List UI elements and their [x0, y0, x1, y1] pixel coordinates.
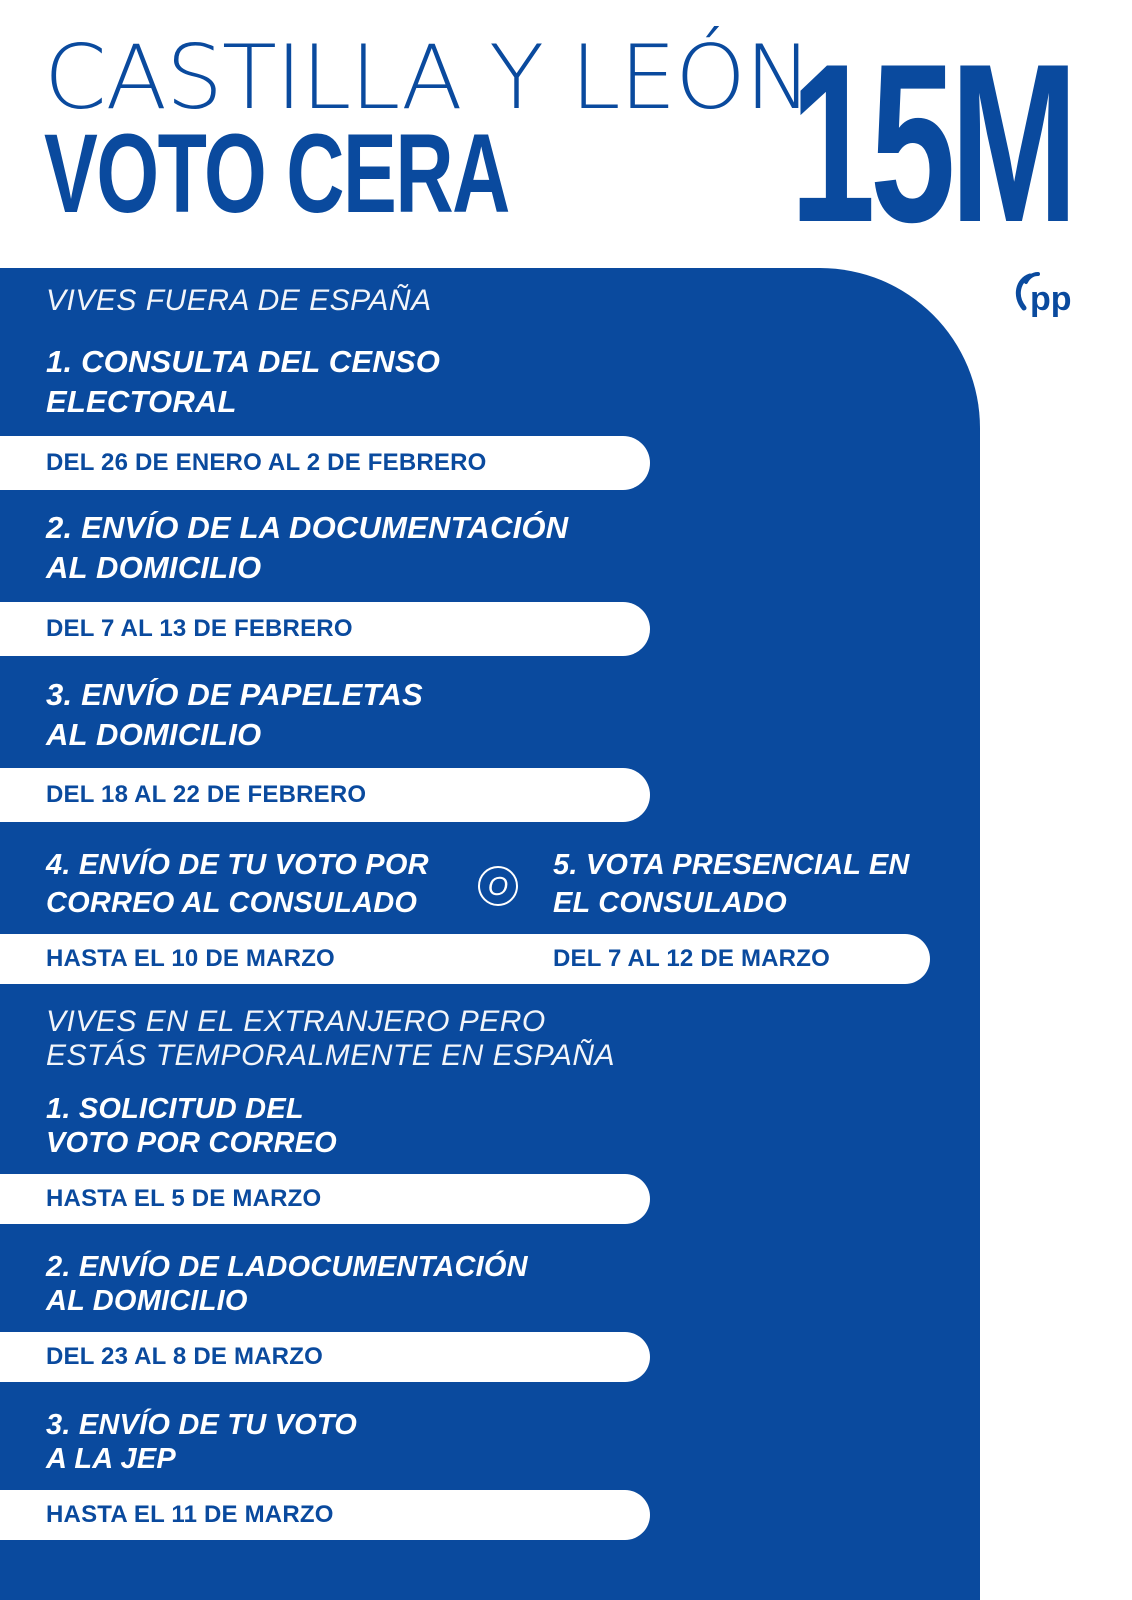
- section-heading-temporary: [46, 1005, 615, 1073]
- date-pill: [0, 1174, 650, 1224]
- option-title-line: EL CONSULADO: [553, 887, 787, 919]
- step-title-line: 3. ENVÍO DE TU VOTO: [46, 1409, 358, 1441]
- date-pill-text: DEL 23 AL 8 DE MARZO: [46, 1343, 323, 1370]
- step-title: [46, 508, 568, 588]
- election-date: 15M: [790, 16, 1073, 269]
- step-title-line: VOTO POR CORREO: [46, 1127, 337, 1159]
- option-title-line: 4. ENVÍO DE TU VOTO POR: [46, 849, 429, 881]
- pp-logo-icon: [1012, 270, 1082, 322]
- logo-text: pp: [1030, 280, 1072, 318]
- page-title: VOTO CERA: [44, 111, 509, 236]
- date-pill-text: HASTA EL 5 DE MARZO: [46, 1185, 322, 1212]
- section-heading-line: VIVES EN EL EXTRANJERO PERO: [46, 1005, 546, 1038]
- step-title-line: 3. ENVÍO DE PAPELETAS: [46, 677, 423, 712]
- step-title-line: AL DOMICILIO: [46, 550, 262, 585]
- step-title: [46, 1408, 357, 1476]
- step-title: [46, 342, 440, 422]
- option-title-line: CORREO AL CONSULADO: [46, 887, 418, 919]
- date-pill-text: DEL 7 AL 13 DE FEBRERO: [46, 615, 353, 642]
- date-pill-text: HASTA EL 10 DE MARZO: [46, 945, 335, 972]
- date-pill: [0, 768, 650, 822]
- step-title-line: ELECTORAL: [46, 384, 237, 419]
- section-heading-line: ESTÁS TEMPORALMENTE EN ESPAÑA: [46, 1039, 616, 1072]
- option-title-line: 5. VOTA PRESENCIAL EN: [553, 849, 910, 881]
- date-pill-text: DEL 7 AL 12 DE MARZO: [553, 945, 830, 972]
- step-title-line: A LA JEP: [46, 1443, 176, 1475]
- date-pill: [0, 436, 650, 490]
- date-pill: [0, 1490, 650, 1540]
- date-pill-text: DEL 18 AL 22 DE FEBRERO: [46, 781, 367, 808]
- date-pill-text: DEL 26 DE ENERO AL 2 DE FEBRERO: [46, 449, 487, 476]
- step-title-line: 2. ENVÍO DE LA DOCUMENTACIÓN: [46, 510, 569, 545]
- step-title-line: 1. SOLICITUD DEL: [46, 1093, 304, 1125]
- date-pill: [0, 602, 650, 656]
- step-title-line: AL DOMICILIO: [46, 717, 262, 752]
- date-pill-options: [0, 934, 930, 984]
- option-in-person-vote: [553, 846, 910, 922]
- option-mail-vote: [46, 846, 429, 922]
- or-separator: O: [478, 866, 518, 906]
- date-pill-text: HASTA EL 11 DE MARZO: [46, 1501, 334, 1528]
- step-title-line: AL DOMICILIO: [46, 1285, 248, 1317]
- step-title-line: 1. CONSULTA DEL CENSO: [46, 344, 441, 379]
- section-heading-abroad: VIVES FUERA DE ESPAÑA: [46, 284, 432, 317]
- date-pill: [0, 1332, 650, 1382]
- region-title: CASTILLA Y LEÓN: [44, 26, 811, 129]
- step-title: [46, 1250, 528, 1318]
- step-title-line: 2. ENVÍO DE LADOCUMENTACIÓN: [46, 1251, 528, 1283]
- step-title: [46, 675, 423, 755]
- step-title: [46, 1092, 337, 1160]
